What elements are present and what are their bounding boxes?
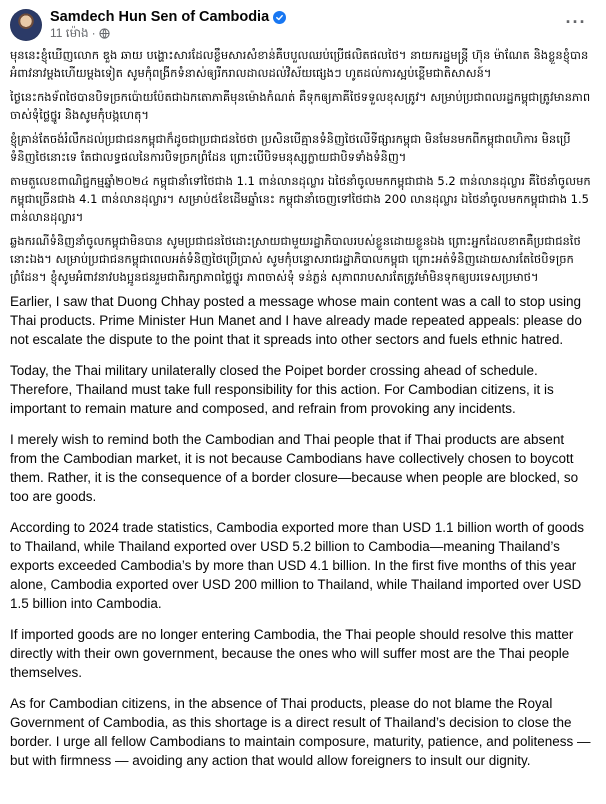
post-timestamp[interactable]: 11 ម៉ោង — [50, 25, 89, 40]
khmer-paragraph: ខ្ញុំគ្រាន់តែចង់រំលឹកដល់ប្រជាជនកម្ពុជាក៏ដូចជាប្រជាជនថៃថា ប្រសិនបើគ្មានទំនិញថៃលើទីផ្សារកម្ពុជា មិនមែនមកពីកម្ពុជាពហិការ មិនប្រើទំនិញថៃនោះទេ តែជាលទ្ធផលនៃការបិទច្រកព្រំដែន ព្រោះបើបិទមនុស្សក្លាយជាបិទទាំងទំនិញ។ — [10, 132, 571, 164]
khmer-paragraph: ថ្ងៃនេះកងទ័ពថៃបានបិទច្រកប៉ោយប៉ែតជាឯកតោភាគីមុនម៉ោងកំណត់ គឺទុកឲ្យភាគីថៃទទួលខុសត្រូវ។ សម្រាប់ប្រជាពលរដ្ឋកម្ពុជាត្រូវមានភាពចាស់ទុំថ្លៃថ្នូរ និងសូមកុំបង្កហេតុ។ — [10, 90, 591, 122]
english-text — [10, 292, 592, 770]
post-header — [10, 0, 592, 48]
khmer-paragraph: មុននេះខ្ញុំឃើញលោក ឌួង ឆាយ បង្ហោះសារដែលខ្លឹមសារសំខាន់គឺបបួលឈប់ប្រើផលិតផលថៃ។ នាយករដ្ឋមន្ត្រី ហ៊ុន ម៉ាណែត និងខ្លួនខ្ញុំបានអំពាវនាវម្តងហើយម្តងទៀត សូមកុំពង្រីកទំនាស់ឲ្យរីករាលដាលដល់វិស័យផ្សេងៗ ហូតដល់ការស្អប់ខ្ពើមជាតិសាសន៍។ — [10, 48, 589, 80]
english-paragraph: If imported goods are no longer entering Cambodia, the Thai people should resolve this matter directly with their own government, because the ones who will suffer most are the Thai people themselves. — [10, 627, 574, 680]
post-body — [10, 46, 592, 770]
meta-separator: · — [91, 25, 96, 40]
author-info — [50, 9, 286, 40]
english-paragraph: According to 2024 trade statistics, Cambodia exported more than USD 1.1 billion worth of goods to Thailand, while Thailand exported over USD 5.2 billion to Cambodia—meaning Thailand’s exports exceeded Cambodia’s by more than USD 4.1 billion. In the first five months of this year alone, Cambodia exported over USD 200 million to Thailand, while Thailand imported over USD 1.5 billion into Cambodia. — [10, 520, 585, 611]
english-paragraph: I merely wish to remind both the Cambodian and Thai people that if Thai products are absent from the Cambodian market, it is not because Cambodians have collectively chosen to boycott them. Rather, it is the consequence of a border closure—because when people are blocked, so too are goods. — [10, 432, 579, 504]
khmer-text — [10, 46, 592, 286]
author-avatar[interactable] — [10, 9, 42, 41]
author-name[interactable]: Samdech Hun Sen of Cambodia — [50, 9, 270, 26]
post-meta — [50, 27, 286, 41]
khmer-paragraph: ឆ្លងករណីទំនិញនាំចូលកម្ពុជាមិនបាន សូមប្រជាជនថៃដោះស្រាយជាមួយរដ្ឋាភិបាលរបស់ខ្លួនដោយខ្លួនឯង ព្រោះអ្នកដែលខាតគឺប្រជាជនថៃនោះឯង។ សម្រាប់ប្រជាជនកម្ពុជាពេលអត់ទំនិញថៃប្រើប្រាស់ សូមកុំបន្ទោសរាជរដ្ឋាភិបាលកម្ពុជា ព្រោះអត់ទំនិញដោយសារតែថៃបិទច្រកព្រំដែន។ ខ្ញុំសូមអំពាវនាវបងប្អូនជនរួមជាតិរក្សាភាពថ្លៃថ្នូរ ភាពចាស់ទុំ ទន់ភ្លន់ សុភាពរាបសារតែត្រូវមាំមិនទុកឲ្យបរទេសប្រមាថ។ — [10, 234, 581, 284]
english-paragraph: Today, the Thai military unilaterally closed the Poipet border crossing ahead of schedule. Therefore, Thailand must take full responsibility for this action. For Cambodian citizens, it is important to remain mature and composed, and refrain from provoking any incidents. — [10, 363, 554, 416]
english-paragraph: As for Cambodian citizens, in the absence of Thai products, please do not blame the Royal Government of Cambodia, as this shortage is a direct result of Thailand’s decision to close the border. I urge all fellow Cambodians to maintain composure, maturity, patience, and politeness — but with firmness — avoiding any action that would allow foreigners to insult our dignity. — [10, 696, 591, 768]
khmer-paragraph: តាមតួលេខពាណិជ្ជកម្មឆ្នាំ២០២៤ កម្ពុជានាំទៅថៃជាង 1.1 ពាន់លានដុល្លារ ឯថៃនាំចូលមកកម្ពុជាជាង 5.2 ពាន់លានដុល្លារ គឺថៃនាំចូលមកកម្ពុជាច្រើនជាង 4.1 ពាន់លានដុល្លារ។ សម្រាប់៥ខែដើមឆ្នាំនេះ កម្ពុជានាំចេញទៅថៃជាង 200 លានដុល្លារ ឯថៃនាំចូលមកកម្ពុជាជាង 1.5 ពាន់លានដុល្លារ។ — [10, 174, 591, 224]
verified-badge-icon — [273, 11, 286, 24]
author-name-row — [50, 9, 286, 26]
more-options-icon[interactable]: ··· — [565, 11, 587, 32]
globe-icon[interactable] — [99, 28, 110, 39]
english-paragraph: Earlier, I saw that Duong Chhay posted a message whose main content was a call to stop using Thai products. Prime Minister Hun Manet and I have already made repeated appeals: please do not escalate the dispute to the point that it spreads into other sectors and fuels ethnic hatred. — [10, 294, 582, 347]
